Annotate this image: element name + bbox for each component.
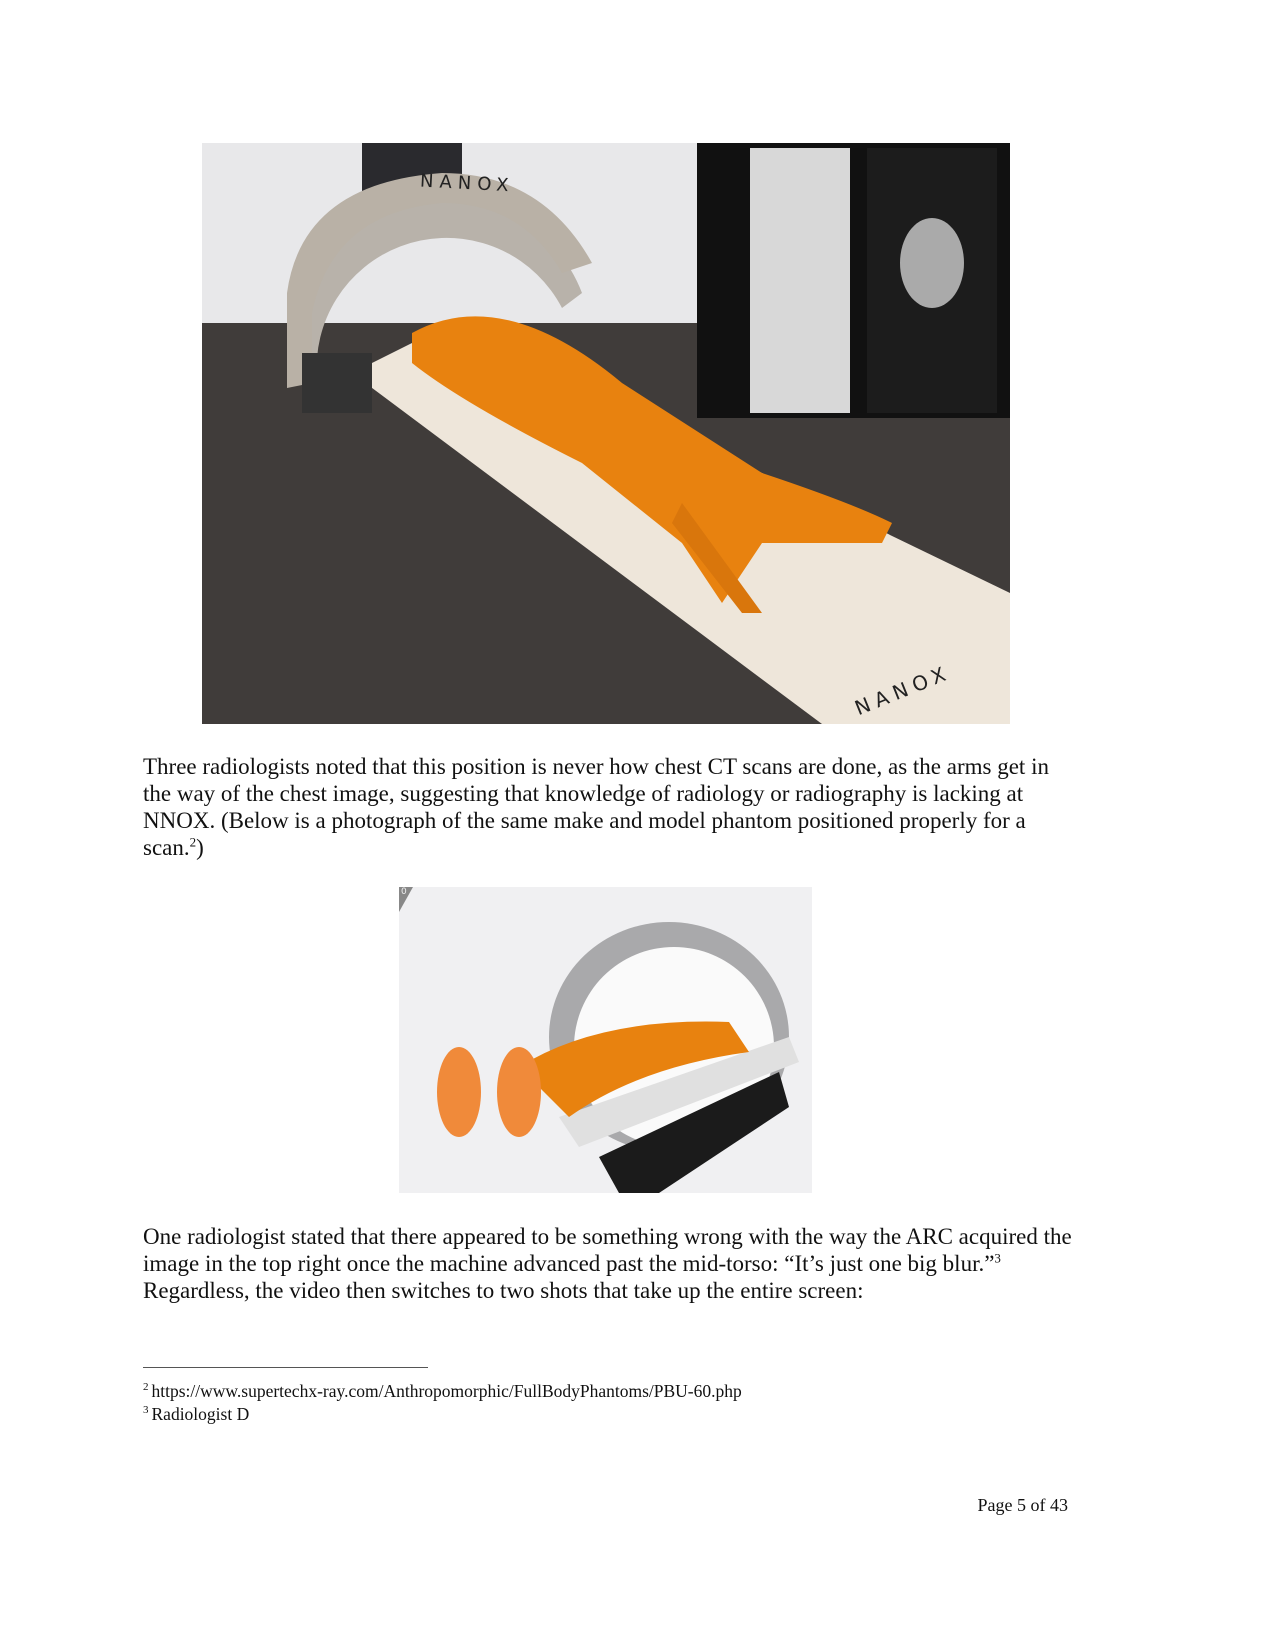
- footnote-number: 3: [143, 1404, 149, 1417]
- paragraph-text: One radiologist stated that there appeared to be something wrong with the way the ARC acquired the image in the top right once the machine advanced past the mid-torso: “It’s just one big blur.”: [143, 1224, 1072, 1276]
- photo-illustration: [202, 143, 1010, 724]
- footnote: [143, 1380, 742, 1402]
- footnote-ref: 3: [994, 1250, 1001, 1266]
- ct-scanner-phantom-photo: [399, 887, 812, 1193]
- body-paragraph: [143, 753, 1073, 861]
- nanox-logo: NANOX: [419, 170, 516, 197]
- footnote-number: 2: [143, 1381, 149, 1394]
- paragraph-text: Regardless, the video then switches to two shots that take up the entire screen:: [143, 1278, 864, 1303]
- page-number: Page 5 of 43: [977, 1495, 1068, 1515]
- footnote-text: Radiologist D: [151, 1404, 250, 1424]
- footnote-divider: [143, 1367, 428, 1368]
- body-paragraph: [143, 1223, 1073, 1304]
- nanox-arc-phantom-photo: [202, 143, 1010, 724]
- photo-illustration: [399, 887, 812, 1193]
- paragraph-text: ): [196, 835, 204, 860]
- footnote-link[interactable]: https://www.supertechx-ray.com/Anthropomorphic/FullBodyPhantoms/PBU-60.php: [151, 1381, 742, 1401]
- paragraph-text: Three radiologists noted that this position is never how chest CT scans are done, as the arms get in the way of the chest image, suggesting that knowledge of radiology or radiography is lacking at NNOX. (Below is a photograph of the same make and model phantom positioned properly for a scan.: [143, 754, 1049, 860]
- footnote-ref: 2: [189, 834, 197, 850]
- footnote: [143, 1403, 249, 1425]
- nanox-logo: NANOX: [851, 659, 955, 721]
- corner-mark: 0: [401, 887, 407, 897]
